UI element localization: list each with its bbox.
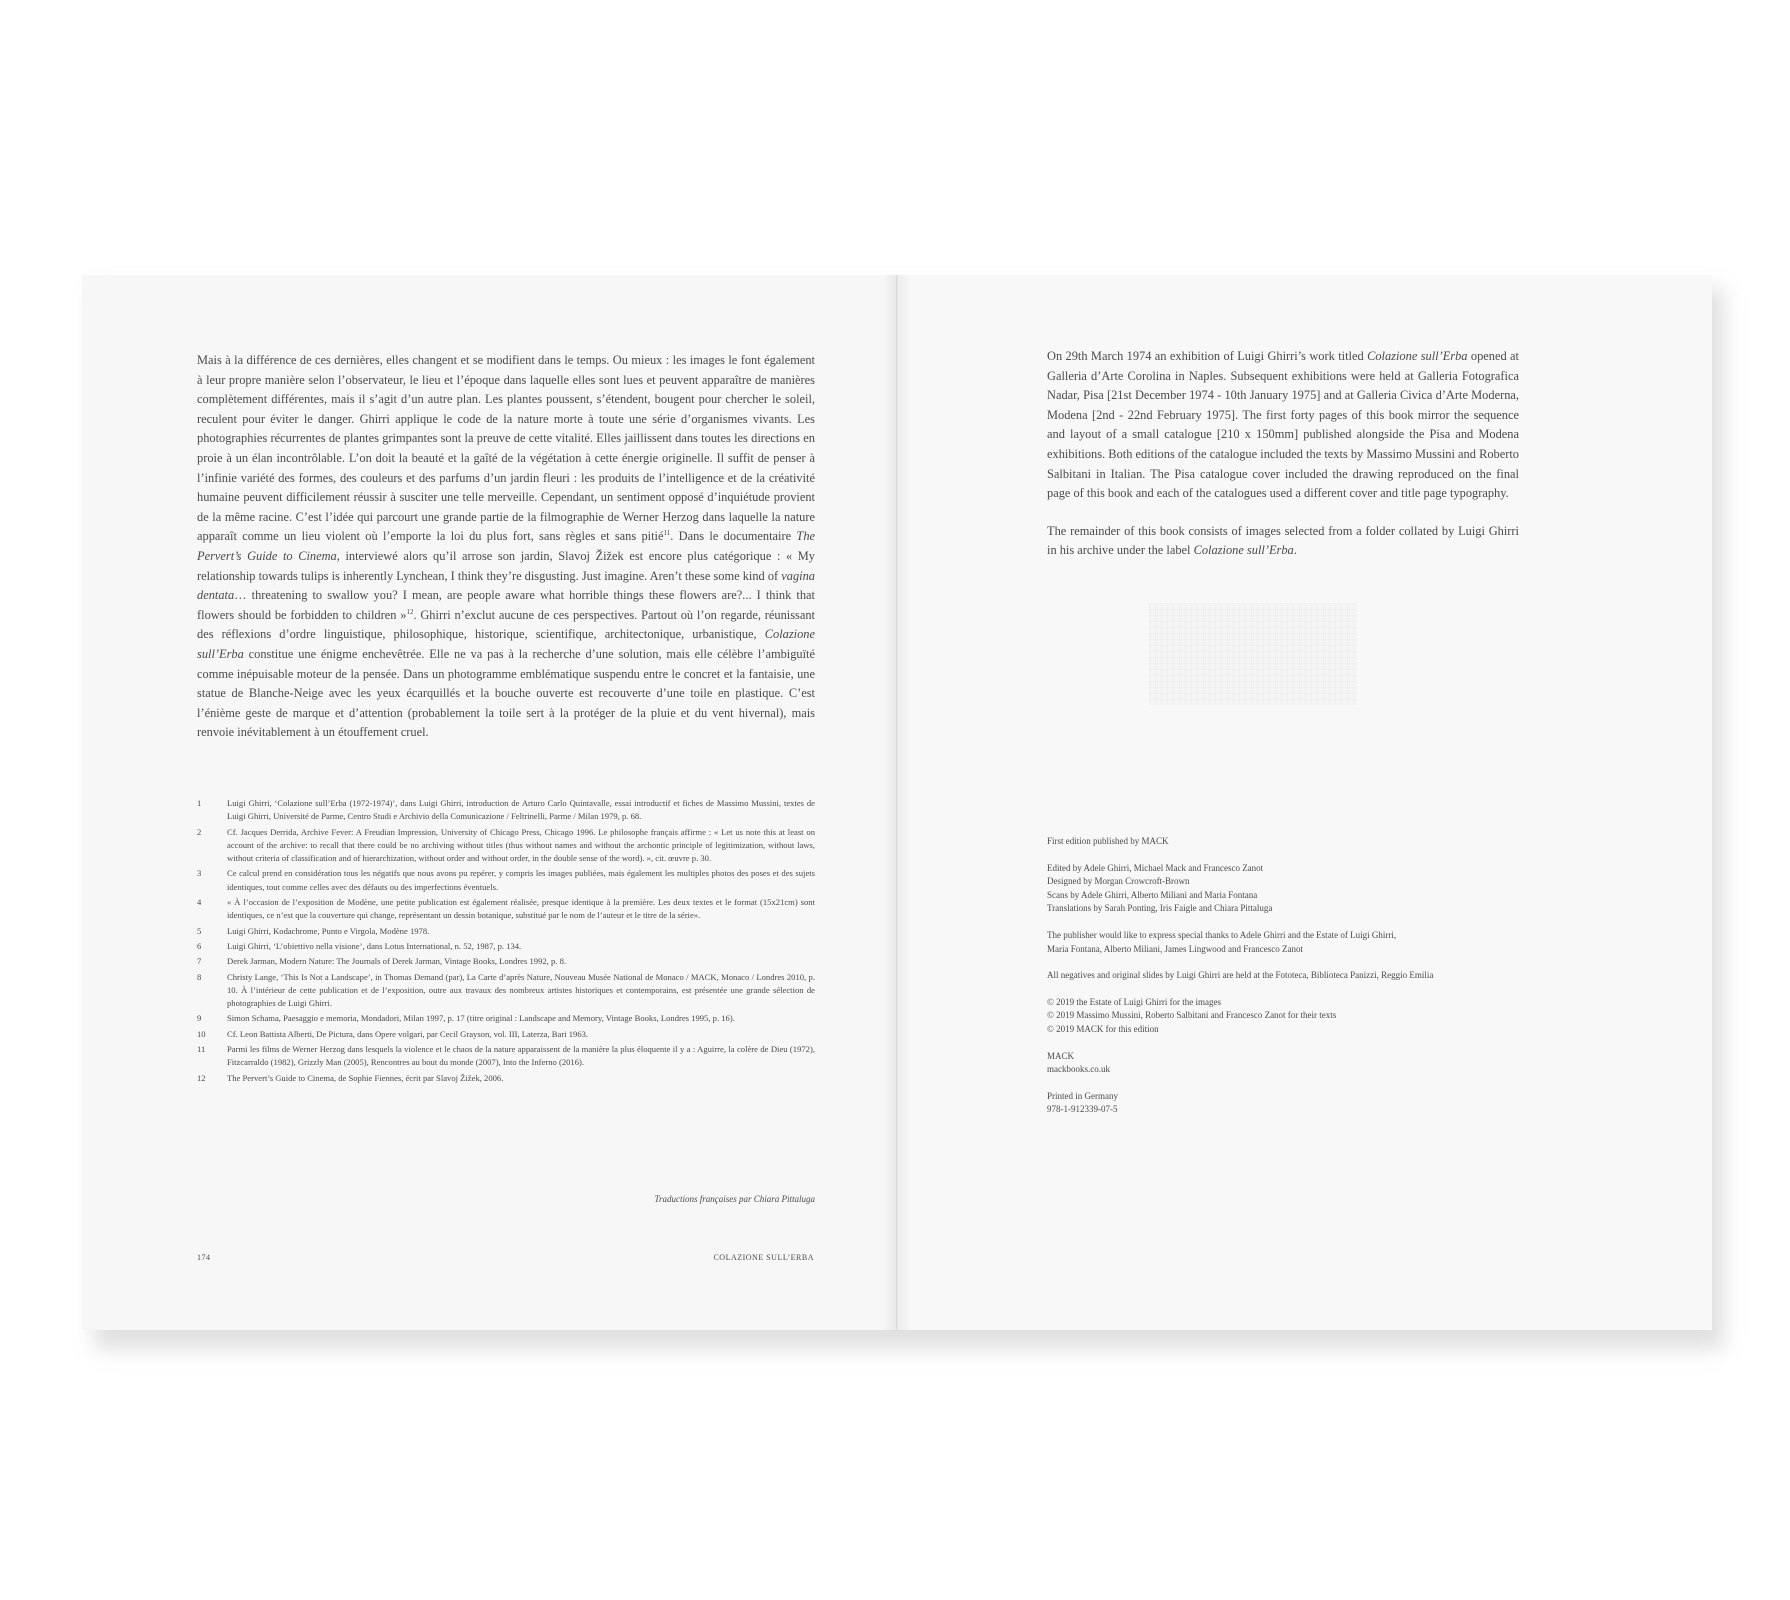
footnote xyxy=(197,867,815,894)
intro-segment: opened at Galleria d’Arte Corolina in Naples. Subsequent exhibitions were held at Galleria Fotografica Nadar, Pisa [21st December 1974 - 10th January 1975] and at Galleria Civica d’Arte Moderna, Modena [2nd - 22nd February 1975]. The first forty pages of this book mirror the sequence and layout of a small catalogue [210 x 150mm] published alongside the Pisa and Modena exhibitions. Both editions of the catalogue included the texts by Massimo Mussini and Roberto Salbitani in Italian. The Pisa catalogue cover included the drawing reproduced on the final page of this book and each of the catalogues used a different cover and title page typography. xyxy=(1047,349,1519,501)
colophon-block xyxy=(1047,929,1519,956)
intro-segment: . xyxy=(1293,543,1297,558)
colophon-line: mackbooks.co.uk xyxy=(1047,1064,1110,1075)
footnote xyxy=(197,1012,815,1025)
footnote-text: Cf. Leon Battista Alberti, De Pictura, dans Opere volgari, par Cecil Grayson, vol. III, Laterza, Bari 1963. xyxy=(227,1028,589,1039)
colophon-block xyxy=(1047,835,1519,849)
footnote-ref-12: 12 xyxy=(406,607,414,616)
footnote-number: 8 xyxy=(197,971,202,982)
footnote-text: « À l’occasion de l’exposition de Modène, une petite publication est également réalisée, presque identique à la première. Les deux textes et le format (15x21cm) sont identiques, ce n’est que la couverture qui change, représentant un dessin botanique, substitué par le nom de l’auteur et le titre de la série». xyxy=(227,897,815,921)
footnote-text: Luigi Ghirri, Kodachrome, Punto e Virgola, Modène 1978. xyxy=(227,925,430,936)
intro-text xyxy=(1047,347,1519,579)
body-segment: Mais à la différence de ces dernières, elles changent et se modifient dans le temps. Ou mieux : les images le font également à leur propre manière selon l’observateur, le lieu et l’époque dans laquelle elles sont lues et peuvent apparaître de manières complètement différentes, mais il s’agit d’un autre plan. Les plantes poussent, s’étendent, bougent pour chercher le soleil, reculent pour éviter le danger. Ghirri applique le code de la nature morte à toute une série d’organismes vivants. Les photographies récurrentes de plantes grimpantes sont la preuve de cette vitalité. Elles jaillissent dans toutes les directions en proie à un élan incontrôlable. L’on doit la beauté et la gaîté de la végétation à cette énergie originelle. Il suffit de penser à l’infinie variété des formes, des couleurs et des parfums d’un jardin fleuri : les produits de l’intelligence et de la créativité humaine peuvent difficilement réussir à susciter une telle merveille. Cependant, un sentiment opposé d’inquiétude provient de la même racine. C’est l’idée qui parcourt une grande partie de la filmographie de Werner Herzog dans laquelle la nature apparaît comme un lieu violent où l’emporte la loi du plus fort, sans règles et sans pitié xyxy=(197,353,815,544)
left-page xyxy=(82,275,897,1330)
footnote-text: Luigi Ghirri, ‘Colazione sull’Erba (1972-1974)’, dans Luigi Ghirri, introduction de Arturo Carlo Quintavalle, essai introductif et fiches de Massimo Mussini, textes de Luigi Ghirri, Université de Parme, Centro Studi e Archivio della Comunicazione / Feltrinelli, Parme / Milan 1979, p. 68. xyxy=(227,798,815,822)
footnote-number: 6 xyxy=(197,940,202,951)
footnote-number: 9 xyxy=(197,1013,202,1024)
colophon-line: Designed by Morgan Crowcroft-Brown xyxy=(1047,876,1190,887)
footnote-number: 4 xyxy=(197,897,202,908)
footnote-ref-11: 11 xyxy=(663,529,671,538)
footnote-number: 10 xyxy=(197,1028,206,1039)
footnote-text: Luigi Ghirri, ‘L’obiettivo nella visione’, dans Lotus International, n. 52, 1987, p. 134. xyxy=(227,940,522,951)
footnote-text: Ce calcul prend en considération tous les négatifs que nous avons pu repérer, y compris les images publiées, mais également les multiples photos des poses et des sujets identiques, tout comme celles avec des défauts ou des imperfections éventuels. xyxy=(227,868,815,892)
footnote-number: 5 xyxy=(197,925,202,936)
body-segment: … threatening to swallow you? I mean, are people aware what horrible things these flowers are?... I think that flowers should be forbidden to children » xyxy=(197,588,815,622)
colophon-block xyxy=(1047,1050,1519,1077)
translation-credit: Traductions françaises par Chiara Pittaluga xyxy=(654,1194,815,1204)
footnote-text: Simon Schama, Paesaggio e memoria, Mondadori, Milan 1997, p. 17 (titre original : Landscape and Memory, Vintage Books, Londres 1995, p. 16). xyxy=(227,1013,735,1024)
footnote-text: Cf. Jacques Derrida, Archive Fever: A Freudian Impression, University of Chicago Press, Chicago 1996. Le philosophe français affirme : « Let us note this at least on account of the archive: to recall that there could be no archiving without titles (thus without names and without the archontic principle of legitimization, without laws, without criteria of classification and of hierarchization, without order and without order, in the double sense of the word). », cit. œuvre p. 30. xyxy=(227,826,815,864)
running-title: COLAZIONE SULL’ERBA xyxy=(713,1253,814,1262)
body-segment: , interviewé alors qu’il arrose son jardin, Slavoj Žižek est encore plus catégorique : « My relationship towards tulips is inherently Lynchean, I think they’re disgusting. Just imagine. Aren’t these some kind of xyxy=(197,548,815,583)
intro-paragraph xyxy=(1047,347,1519,504)
book-gutter xyxy=(882,275,912,1330)
footnote-text: The Pervert’s Guide to Cinema, de Sophie Fiennes, écrit par Slavoj Žižek, 2006. xyxy=(227,1072,504,1083)
intro-segment: On 29th March 1974 an exhibition of Luigi Ghirri’s work titled xyxy=(1047,349,1368,363)
colophon-line: Scans by Adele Ghirri, Alberto Miliani and Maria Fontana xyxy=(1047,889,1258,900)
colophon-line: © 2019 MACK for this edition xyxy=(1047,1023,1159,1034)
colophon-line: 978-1-912339-07-5 xyxy=(1047,1104,1118,1115)
left-body-text xyxy=(197,351,815,743)
colophon-block xyxy=(1047,969,1519,983)
colophon-line: First edition published by MACK xyxy=(1047,836,1169,846)
series-title: Colazione sull’Erba xyxy=(1367,349,1468,363)
footnotes-list xyxy=(197,797,815,1087)
footnote-text: Parmi les films de Werner Herzog dans lesquels la violence et le chaos de la nature apparaissent de la manière la plus éloquente il y a : Aguirre, la colère de Dieu (1972), Fitzcarraldo (1982), Grizzly Man (2005), Rencontres au bout du monde (2007), Into the Inferno (2016). xyxy=(227,1044,815,1068)
colophon xyxy=(1047,835,1519,1130)
colophon-block xyxy=(1047,996,1519,1037)
footnote-number: 3 xyxy=(197,868,202,879)
footnote xyxy=(197,955,815,968)
colophon-line: Edited by Adele Ghirri, Michael Mack and Francesco Zanot xyxy=(1047,862,1264,873)
footnote xyxy=(197,925,815,938)
intro-segment: The remainder of this book consists of images selected from a folder collated by Luigi Ghirri in his archive under the label xyxy=(1047,523,1519,558)
footnote xyxy=(197,1043,815,1070)
footnote xyxy=(197,971,815,1011)
footnote-number: 1 xyxy=(197,798,202,808)
footnote-text: Christy Lange, ‘This Is Not a Landscape’, in Thomas Demand (par), La Carte d’après Nature, Nouveau Musée National de Monaco / MACK, Monaco / Londres 2010, p. 10. À l’intérieur de cette publication et de l’exposition, outre aux travaux des nombreux artistes historiques et contemporains, est présentée une grande sélection de photographies de Luigi Ghirri. xyxy=(227,971,815,1009)
footnote-number: 12 xyxy=(197,1072,206,1083)
page-number: 174 xyxy=(197,1253,211,1262)
colophon-line: Printed in Germany xyxy=(1047,1090,1118,1101)
colophon-line: All negatives and original slides by Luigi Ghirri are held at the Fototeca, Biblioteca Panizzi, Reggio Emilia xyxy=(1047,970,1434,981)
film-title: The Pervert’s Guide to Cinema xyxy=(197,529,816,563)
footnote xyxy=(197,826,815,866)
footnote-number: 2 xyxy=(197,826,202,837)
series-title: Colazione sull’Erba xyxy=(1193,543,1294,558)
colophon-line: © 2019 Massimo Mussini, Roberto Salbitani and Francesco Zanot for their texts xyxy=(1047,1010,1337,1021)
footnote xyxy=(197,940,815,953)
series-title: Colazione sull’Erba xyxy=(197,627,815,661)
show-through-grid-image xyxy=(1149,603,1357,705)
right-page xyxy=(897,275,1712,1330)
body-segment: . Ghirri n’exclut aucune de ces perspectives. Partout où l’on regarde, réunissant des réflexions d’ordre linguistique, philosophique, historique, scientifique, architectonique, urbanistique, xyxy=(197,607,816,642)
colophon-line: The publisher would like to express special thanks to Adele Ghirri and the Estate of Luigi Ghirri, xyxy=(1047,929,1397,940)
footnote xyxy=(197,896,815,923)
body-segment: . Dans le documentaire xyxy=(670,529,797,544)
footnote-text: Derek Jarman, Modern Nature: The Journals of Derek Jarman, Vintage Books, Londres 1992, p. 8. xyxy=(227,956,567,967)
colophon-block xyxy=(1047,1090,1519,1117)
footnote xyxy=(197,1028,815,1041)
open-book xyxy=(82,275,1712,1335)
italic-term: vagina dentata xyxy=(197,568,815,603)
footnote xyxy=(197,1072,815,1085)
colophon-line: Maria Fontana, Alberto Miliani, James Lingwood and Francesco Zanot xyxy=(1047,943,1303,954)
colophon-line: © 2019 the Estate of Luigi Ghirri for the images xyxy=(1047,996,1222,1007)
colophon-block xyxy=(1047,862,1519,916)
footnote-number: 7 xyxy=(197,956,202,967)
footnote xyxy=(197,797,815,824)
colophon-line: MACK xyxy=(1047,1050,1075,1061)
body-segment: constitue une énigme enchevêtrée. Elle ne va pas à la recherche d’une solution, mais elle célèbre l’ambiguïté comme inépuisable moteur de la pensée. Dans un photogramme emblématique suspendu entre le concret et la fantaisie, une statue de Blanche-Neige avec les yeux écarquillés et la bouche ouverte est recouverte d’une toile en plastique. C’est l’énième geste de marque et d’attention (probablement la toile sert à la protéger de la pluie et du vent hivernal), mais renvoie inévitablement à un étouffement cruel. xyxy=(197,646,815,740)
colophon-line: Translations by Sarah Ponting, Iris Faigle and Chiara Pittaluga xyxy=(1047,903,1273,914)
footnote-number: 11 xyxy=(197,1044,206,1055)
intro-paragraph xyxy=(1047,522,1519,561)
